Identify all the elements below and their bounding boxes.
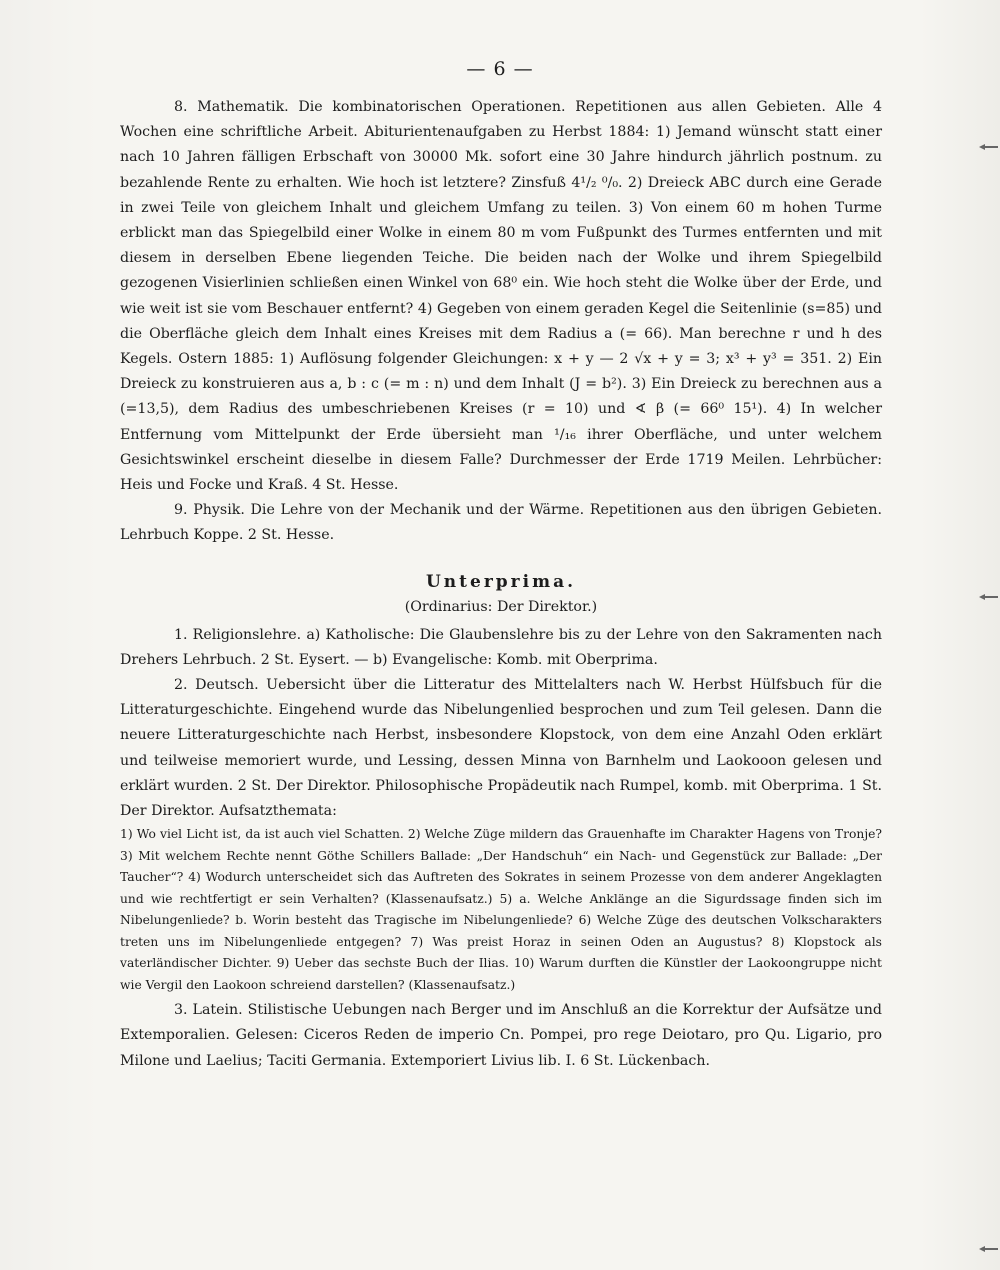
section-subtitle: (Ordinarius: Der Direktor.) (404, 598, 598, 615)
paragraph-religion: 1. Religionslehre. a) Katholische: Die Glaubenslehre bis zu der Lehre von den Sakramenten nach Drehers Lehrbuch. 2 St. Eysert. — b) Evangelische: Komb. mit Oberprima. (120, 626, 882, 668)
paragraph-physik: 9. Physik. Die Lehre von der Mechanik und der Wärme. Repetitionen aus den übrigen Gebieten. Lehrbuch Koppe. 2 St. Hesse. (120, 502, 882, 544)
paragraph-mathematik: 8. Mathematik. Die kombinatorischen Operationen. Repetitionen aus allen Gebieten. Alle 4 Wochen eine schriftliche Arbeit. Abiturientenaufgaben zu Herbst 1884: 1) Jemand wünscht statt einer nach 10 Jahren fälligen Erbschaft von 30000 Mk. sofort eine 30 Jahre hindurch jährlich postnum. zu bezahlende Rente zu erhalten. Wie hoch ist letztere? Zinsfuß 4¹/₂ ⁰/₀. 2) Dreieck ABC durch eine Gerade in zwei Teile von gleichem Inhalt und gleichem Umfang zu teilen. 3) Von einem 60 m hohen Turme erblickt man das Spiegelbild einer Wolke in einem 80 m vom Fußpunkt des Turmes entfernten und mit diesem in derselben Ebene liegenden Teiche. Die beiden nach der Wolke und ihrem Spiegelbild gezogenen Visierlinien schließen einen Winkel von 68⁰ ein. Wie hoch steht die Wolke über der Erde, und wie weit ist sie vom Beschauer entfernt? 4) Gegeben von einem geraden Kegel die Seitenlinie (s=85) und die Oberfläche gleich dem Inhalt eines Kreises mit dem Radius a (= 66). Man berechne r und h des Kegels. Ostern 1885: 1) Auflösung folgender Gleichungen: x + y — 2 √x + y = 3; x³ + y³ = 351. 2) Ein Dreieck zu konstruieren aus a, b : c (= m : n) und dem Inhalt (J = b²). 3) Ein Dreieck zu berechnen aus a (=13,5), dem Radius des umbeschriebenen Kreises (r = 10) und ∢ β (= 66⁰ 15¹). 4) In welcher Entfernung vom Mittelpunkt der Erde übersieht man ¹/₁₆ ihrer Oberfläche, und unter welchem Gesichtswinkel erscheint dieselbe in diesem Falle? Durchmesser der Erde 1719 Meilen. Lehrbücher: Heis und Focke und Kraß. 4 St. Hesse. (120, 99, 882, 494)
page-number: — 6 — (466, 58, 534, 80)
paragraph-deutsch: 2. Deutsch. Uebersicht über die Litteratur des Mittelalters nach W. Herbst Hülfsbuch für die Litteraturgeschichte. Eingehend wurde das Nibelungenlied besprochen und zum Teil gelesen. Dann die neuere Litteraturgeschichte nach Herbst, insbesondere Klopstock, von dem eine Anzahl Oden erklärt und teilweise memoriert wurde, und Lessing, dessen Minna von Barnhelm und Laokooon gelesen und erklärt wurden. 2 St. Der Direktor. Philosophische Propädeutik nach Rumpel, komb. mit Oberprima. 1 St. Der Direktor. Aufsatzthemata: (120, 677, 882, 820)
margin-pin-mark (984, 596, 998, 598)
paragraph-latein: 3. Latein. Stilistische Uebungen nach Berger und im Anschluß an die Korrektur der Aufsätze und Extemporalien. Gelesen: Ciceros Reden de imperio Cn. Pompei, pro rege Deiotaro, pro Qu. Ligario, pro Milone und Laelius; Taciti Germania. Extemporiert Livius lib. I. 6 St. Lückenbach. (120, 1002, 882, 1069)
page-content (120, 95, 882, 1074)
margin-pin-mark (984, 146, 998, 148)
section-title: Unterprima. (425, 571, 577, 592)
paragraph-aufsatzthemata: 1) Wo viel Licht ist, da ist auch viel Schatten. 2) Welche Züge mildern das Grauenhafte im Charakter Hagens von Tronje? 3) Mit welchem Rechte nennt Göthe Schillers Ballade: „Der Handschuh“ ein Nach- und Gegenstück zur Ballade: „Der Taucher“? 4) Wodurch unterscheidet sich das Auftreten des Sokrates in seinem Prozesse von dem anderer Angeklagten und wie rechtfertigt er sein Verhalten? (Klassenaufsatz.) 5) a. Welche Anklänge an die Sigurdssage finden sich im Nibelungenliede? b. Worin besteht das Tragische im Nibelungenliede? 6) Welche Züge des deutschen Volkscharakters treten uns im Nibelungenliede entgegen? 7) Was preist Horaz in seinen Oden an Augustus? 8) Klopstock als vaterländischer Dichter. 9) Ueber das sechste Buch der Ilias. 10) Warum durften die Künstler der Laokoongruppe nicht wie Vergil den Laokoon schreiend darstellen? (Klassenaufsatz.) (120, 827, 882, 992)
margin-pin-mark (984, 1248, 998, 1250)
